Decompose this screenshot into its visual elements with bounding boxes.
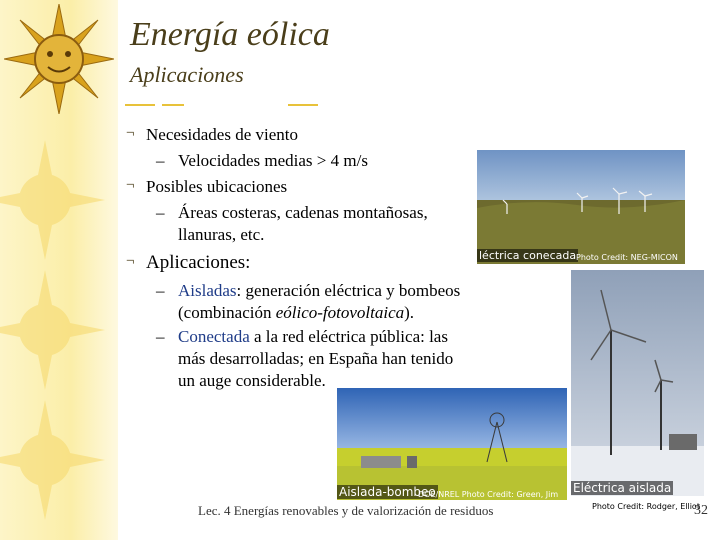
title-divider bbox=[162, 104, 184, 106]
term-conectada: Conectada bbox=[178, 327, 250, 346]
windmill-caption: Aislada-bombeo bbox=[339, 485, 436, 499]
slide-subtitle: Aplicaciones bbox=[130, 62, 244, 87]
windmill-credit: DOE/NREL Photo Credit: Green, Jim bbox=[418, 490, 559, 499]
page-number: 32 bbox=[694, 503, 708, 518]
bullet-icon: ¬ bbox=[126, 177, 135, 193]
subbullet-text: Velocidades medias > 4 m/s bbox=[178, 151, 368, 170]
subbullet-text: más desarrolladas; en España han tenido bbox=[178, 349, 454, 368]
sun-watermark-icon bbox=[0, 120, 118, 540]
sun-face-logo bbox=[4, 4, 114, 114]
subbullet-rest: a la red eléctrica pública: las bbox=[249, 327, 448, 346]
subbullet-text bbox=[178, 302, 414, 324]
subbullet-rest: : generación eléctrica y bombeos bbox=[236, 281, 461, 300]
subbullet-emphasis: eólico-fotovoltaica bbox=[275, 303, 405, 322]
bullet-icon: ¬ bbox=[126, 125, 135, 141]
subbullet-part: (combinación bbox=[178, 303, 276, 322]
subbullet-text bbox=[178, 326, 448, 348]
subbullet-part: ). bbox=[404, 303, 415, 322]
bullet-icon: ¬ bbox=[126, 253, 135, 269]
windfarm-caption: léctrica conecada bbox=[479, 249, 577, 262]
subbullet-text: llanuras, etc. bbox=[178, 225, 265, 244]
turbine-photo bbox=[571, 270, 704, 496]
slide-title: Energía eólica bbox=[130, 16, 330, 53]
windfarm-photo bbox=[477, 150, 685, 264]
title-divider bbox=[288, 104, 318, 106]
subbullet-text: Áreas costeras, cadenas montañosas, bbox=[178, 203, 428, 222]
windfarm-credit: Photo Credit: NEG-MICON bbox=[576, 253, 678, 262]
subbullet-text: un auge considerable. bbox=[178, 371, 326, 390]
dash-icon: – bbox=[156, 327, 165, 346]
turbine-credit: Photo Credit: Rodger, Elliot bbox=[592, 502, 700, 511]
turbine-caption: Eléctrica aislada bbox=[573, 481, 672, 495]
title-divider bbox=[125, 104, 155, 106]
dash-icon: – bbox=[156, 281, 165, 300]
term-aisladas: Aisladas bbox=[178, 281, 237, 300]
windmill-photo bbox=[337, 388, 567, 500]
slide-footer: Lec. 4 Energías renovables y de valorización de residuos bbox=[198, 503, 494, 518]
dash-icon: – bbox=[156, 151, 165, 170]
bullet-text: Necesidades de viento bbox=[146, 125, 298, 144]
bullet-text: Posibles ubicaciones bbox=[146, 177, 288, 196]
dash-icon: – bbox=[156, 203, 165, 222]
bullet-text: Aplicaciones: bbox=[146, 252, 251, 273]
subbullet-text bbox=[178, 280, 460, 302]
